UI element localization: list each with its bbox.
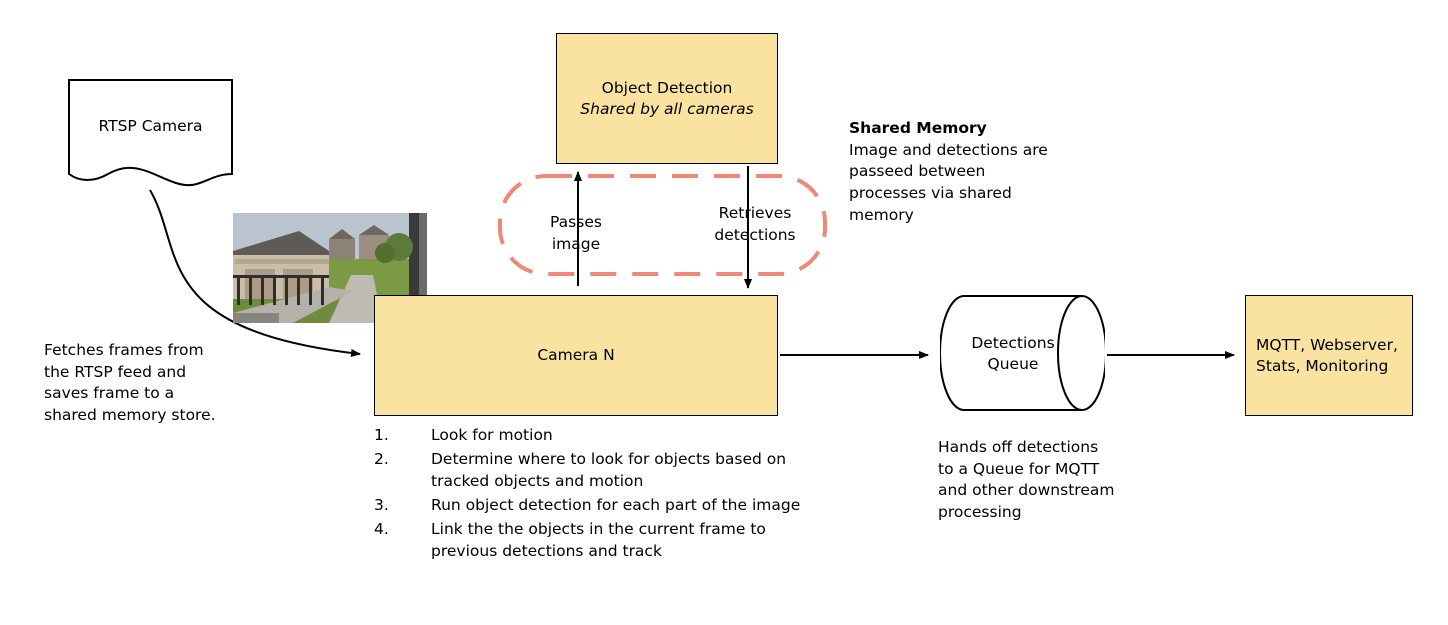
camera-n-label: Camera N [537, 346, 615, 365]
rtsp-camera-label: RTSP Camera [98, 117, 203, 135]
detections-queue-label [948, 333, 1078, 375]
step-text: Run object detection for each part of the image [431, 496, 801, 514]
list-item [374, 448, 804, 492]
node-detections-queue [940, 288, 1105, 418]
retrieves-detections-line2: detections [714, 225, 796, 244]
node-rtsp-camera [68, 79, 233, 187]
shared-memory-title: Shared Memory [849, 119, 987, 137]
note-shared-memory [849, 118, 1059, 226]
camera-steps-list [374, 424, 804, 564]
step-number: 3. [374, 496, 389, 514]
step-text: Look for motion [431, 426, 553, 444]
list-item [374, 518, 804, 562]
node-mqtt-webserver [1245, 295, 1413, 416]
note-queue-handoff: Hands off detections to a Queue for MQTT and other downstream processing [938, 438, 1115, 522]
object-detection-subtitle: Shared by all cameras [580, 99, 754, 118]
edge-label-passes-image [520, 212, 632, 255]
detections-queue-line1: Detections [971, 334, 1055, 352]
note-fetch-frames: Fetches frames from the RTSP feed and saves frame to a shared memory store. [44, 341, 216, 425]
mqtt-line2: Stats, Monitoring [1256, 356, 1389, 375]
list-item [374, 424, 804, 446]
detections-queue-line2: Queue [987, 354, 1039, 373]
step-text: Determine where to look for objects based on tracked objects and motion [431, 450, 787, 490]
step-number: 4. [374, 520, 389, 538]
node-camera-n [374, 295, 778, 416]
passes-image-line2: image [551, 234, 601, 253]
passes-image-line1: Passes [550, 213, 602, 231]
edge-label-retrieves-detections [690, 203, 820, 246]
retrieves-detections-line1: Retrieves [718, 204, 792, 222]
object-detection-title: Object Detection [601, 78, 733, 97]
shared-memory-body: Image and detections are passeed between processes via shared memory [849, 140, 1048, 224]
mqtt-line1: MQTT, Webserver, [1256, 335, 1398, 354]
node-object-detection [556, 33, 778, 164]
list-item [374, 494, 804, 516]
step-text: Link the the objects in the current frame to previous detections and track [431, 520, 766, 560]
step-number: 1. [374, 426, 389, 444]
step-number: 2. [374, 450, 389, 468]
